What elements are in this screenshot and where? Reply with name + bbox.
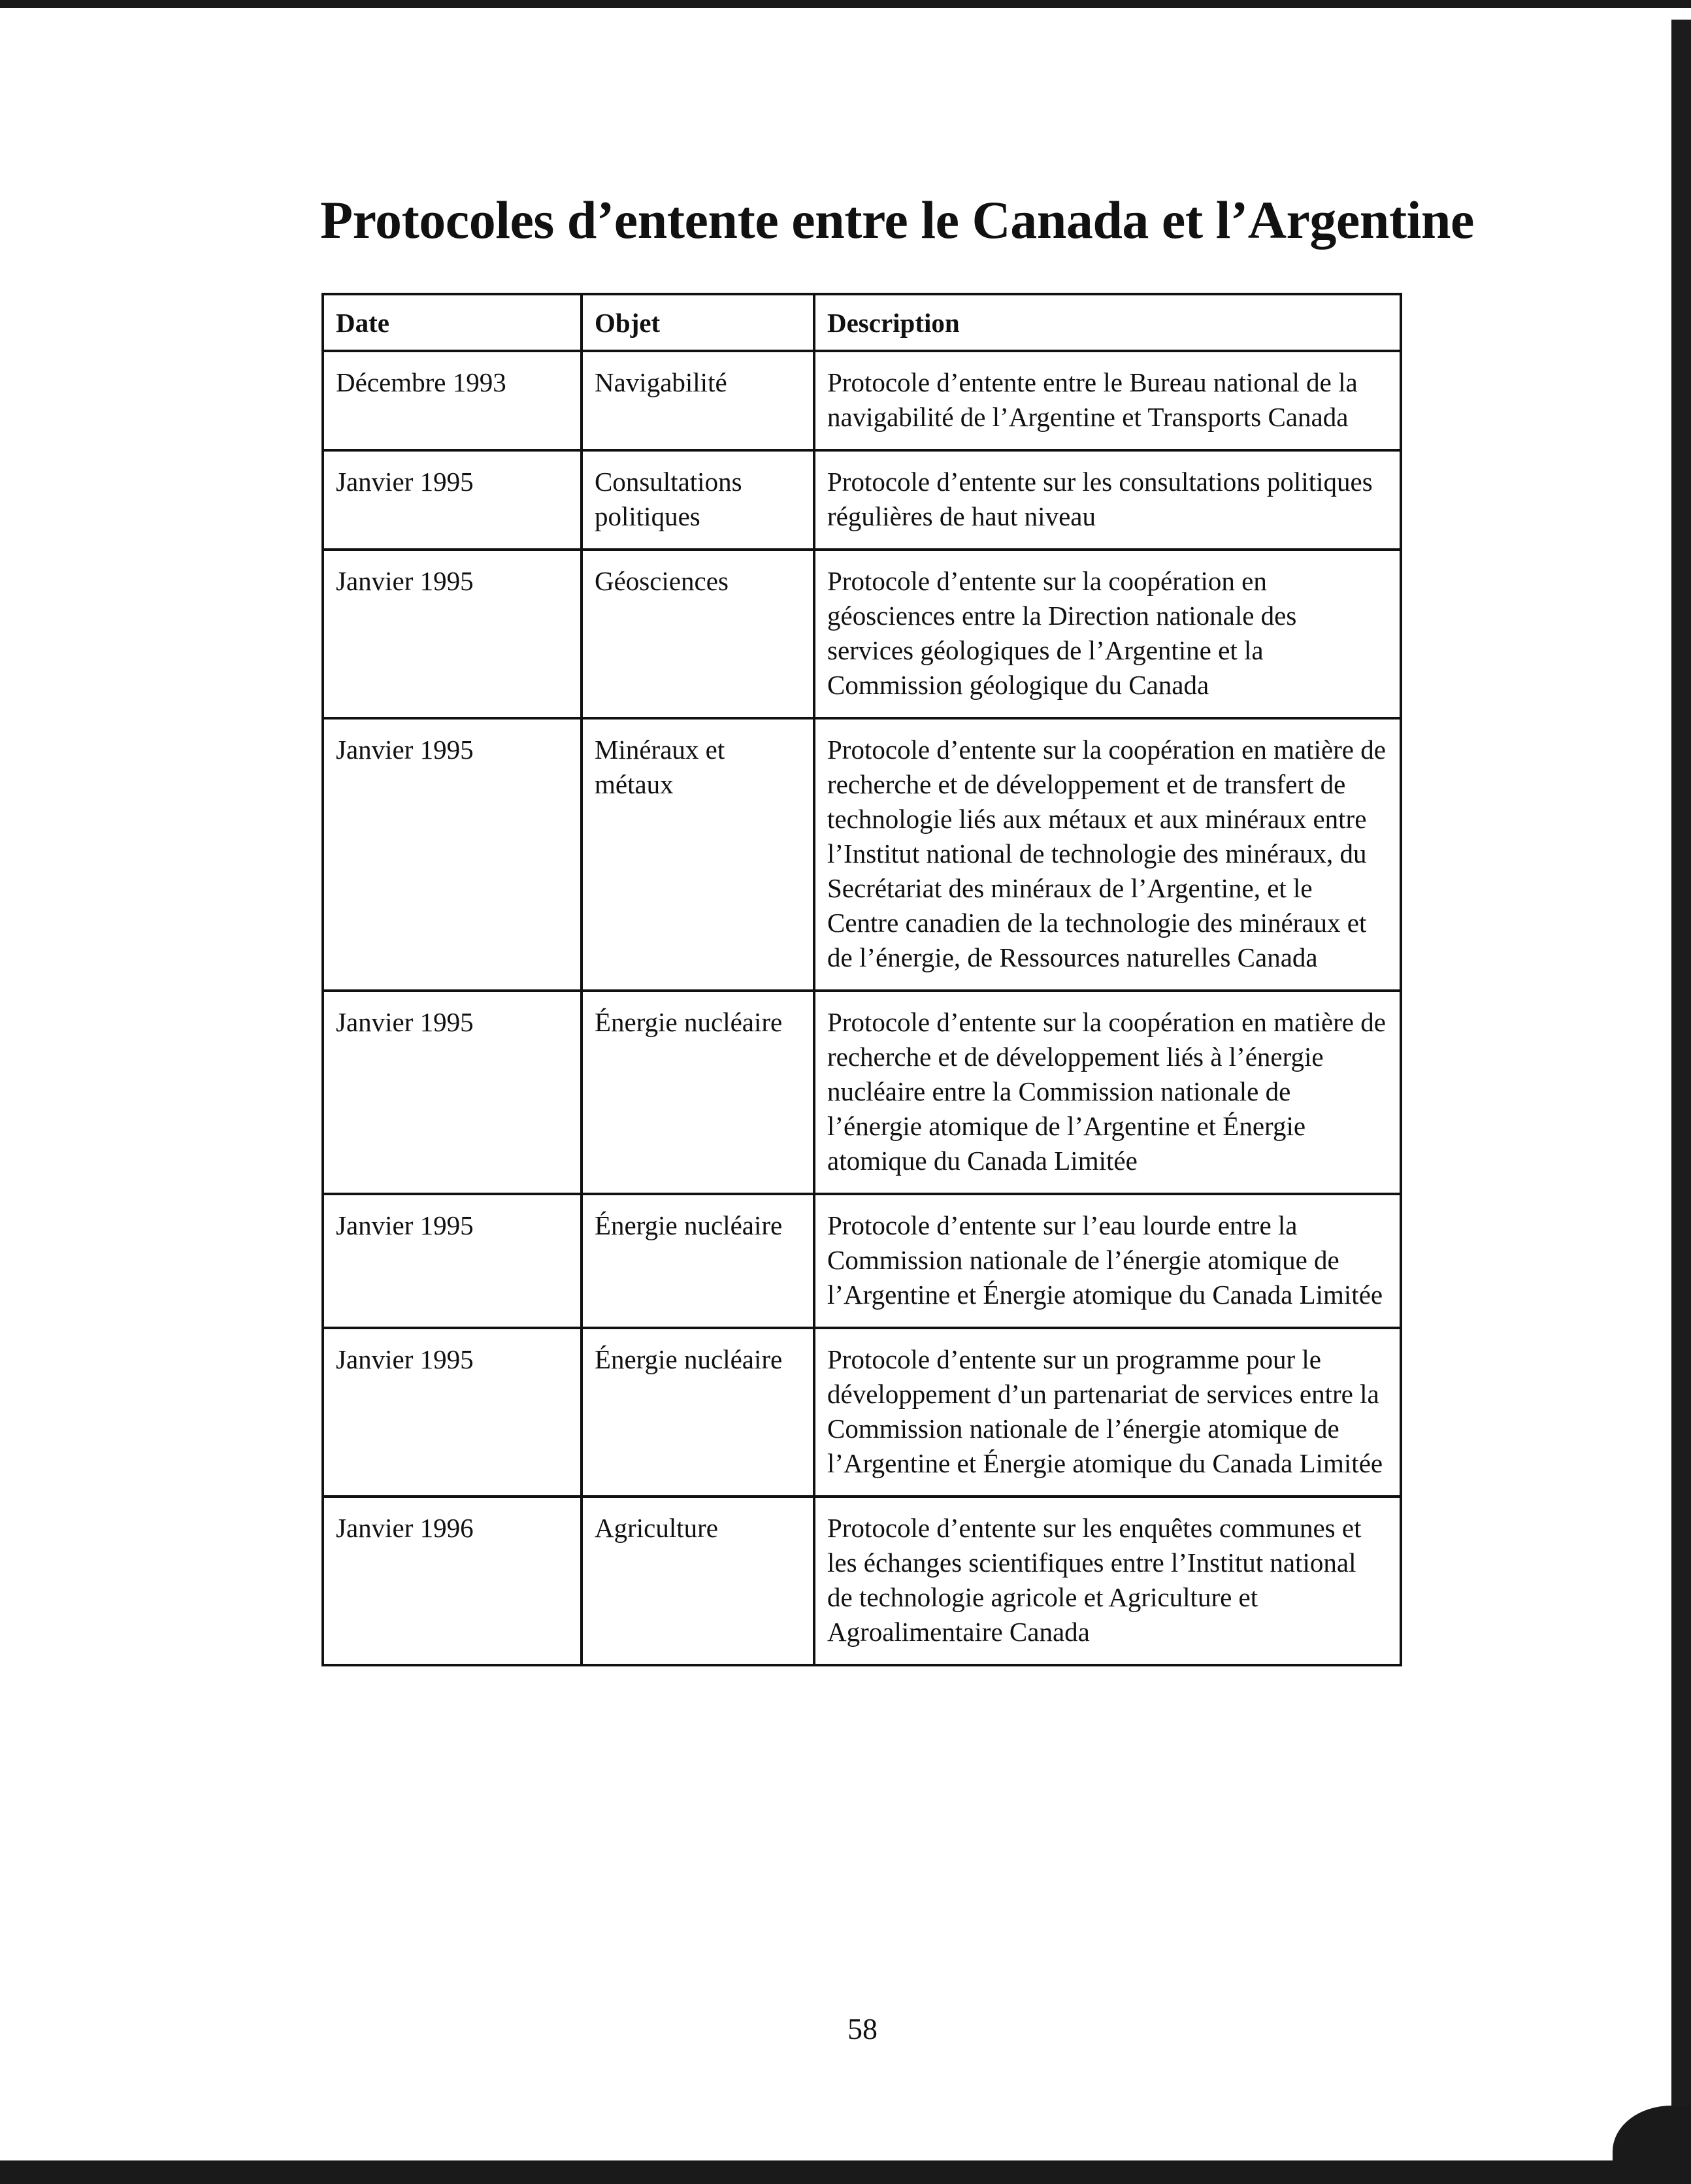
cell-date: Janvier 1995 [323,550,582,718]
table-row [323,550,1401,718]
cell-date: Décembre 1993 [323,351,582,450]
cell-objet: Énergie nucléaire [582,1194,814,1328]
header-date: Date [323,294,582,351]
scan-corner-shadow [1613,2106,1691,2164]
table-row [323,351,1401,450]
cell-objet: Géosciences [582,550,814,718]
scan-border-top [0,0,1691,8]
scan-border-right [1671,20,1691,2150]
table-row [323,1194,1401,1328]
cell-objet: Énergie nucléaire [582,991,814,1194]
header-objet: Objet [582,294,814,351]
table-header-row [323,294,1401,351]
cell-description: Protocole d’entente entre le Bureau national de la navigabilité de l’Argentine et Transports Canada [814,351,1401,450]
header-description: Description [814,294,1401,351]
cell-objet: Agriculture [582,1497,814,1665]
cell-date: Janvier 1995 [323,991,582,1194]
scan-border-bottom [0,2160,1691,2184]
cell-date: Janvier 1995 [323,718,582,991]
table-row [323,450,1401,550]
cell-date: Janvier 1996 [323,1497,582,1665]
table-row [323,1328,1401,1497]
cell-description: Protocole d’entente sur un programme pour le développement d’un partenariat de services entre la Commission nationale de l’énergie atomique de l’Argentine et Énergie atomique du Canada Limitée [814,1328,1401,1497]
cell-description: Protocole d’entente sur la coopération en géosciences entre la Direction nationale des services géologiques de l’Argentine et la Commission géologique du Canada [814,550,1401,718]
table-row [323,718,1401,991]
table-row [323,1497,1401,1665]
cell-objet: Navigabilité [582,351,814,450]
cell-objet: Consultations politiques [582,450,814,550]
cell-objet: Minéraux et métaux [582,718,814,991]
cell-date: Janvier 1995 [323,1194,582,1328]
cell-description: Protocole d’entente sur la coopération en matière de recherche et de développement liés à l’énergie nucléaire entre la Commission nationale de l’énergie atomique de l’Argentine et Énergie atomique du Canada Limitée [814,991,1401,1194]
cell-description: Protocole d’entente sur la coopération en matière de recherche et de développement et de transfert de technologie liés aux métaux et aux minéraux entre l’Institut national de technologie des minéraux, du Secrétariat des minéraux de l’Argentine, et le Centre canadien de la technologie des minéraux et de l’énergie, de Ressources naturelles Canada [814,718,1401,991]
cell-objet: Énergie nucléaire [582,1328,814,1497]
table-row [323,991,1401,1194]
cell-description: Protocole d’entente sur les enquêtes communes et les échanges scientifiques entre l’Institut national de technologie agricole et Agriculture et Agroalimentaire Canada [814,1497,1401,1665]
cell-date: Janvier 1995 [323,450,582,550]
cell-description: Protocole d’entente sur les consultations politiques régulières de haut niveau [814,450,1401,550]
page-title: Protocoles d’entente entre le Canada et l’Argentine [320,190,1474,250]
cell-description: Protocole d’entente sur l’eau lourde entre la Commission nationale de l’énergie atomique de l’Argentine et Énergie atomique du Canada Limitée [814,1194,1401,1328]
mou-table [321,293,1402,1666]
page-number: 58 [847,2012,878,2045]
cell-date: Janvier 1995 [323,1328,582,1497]
